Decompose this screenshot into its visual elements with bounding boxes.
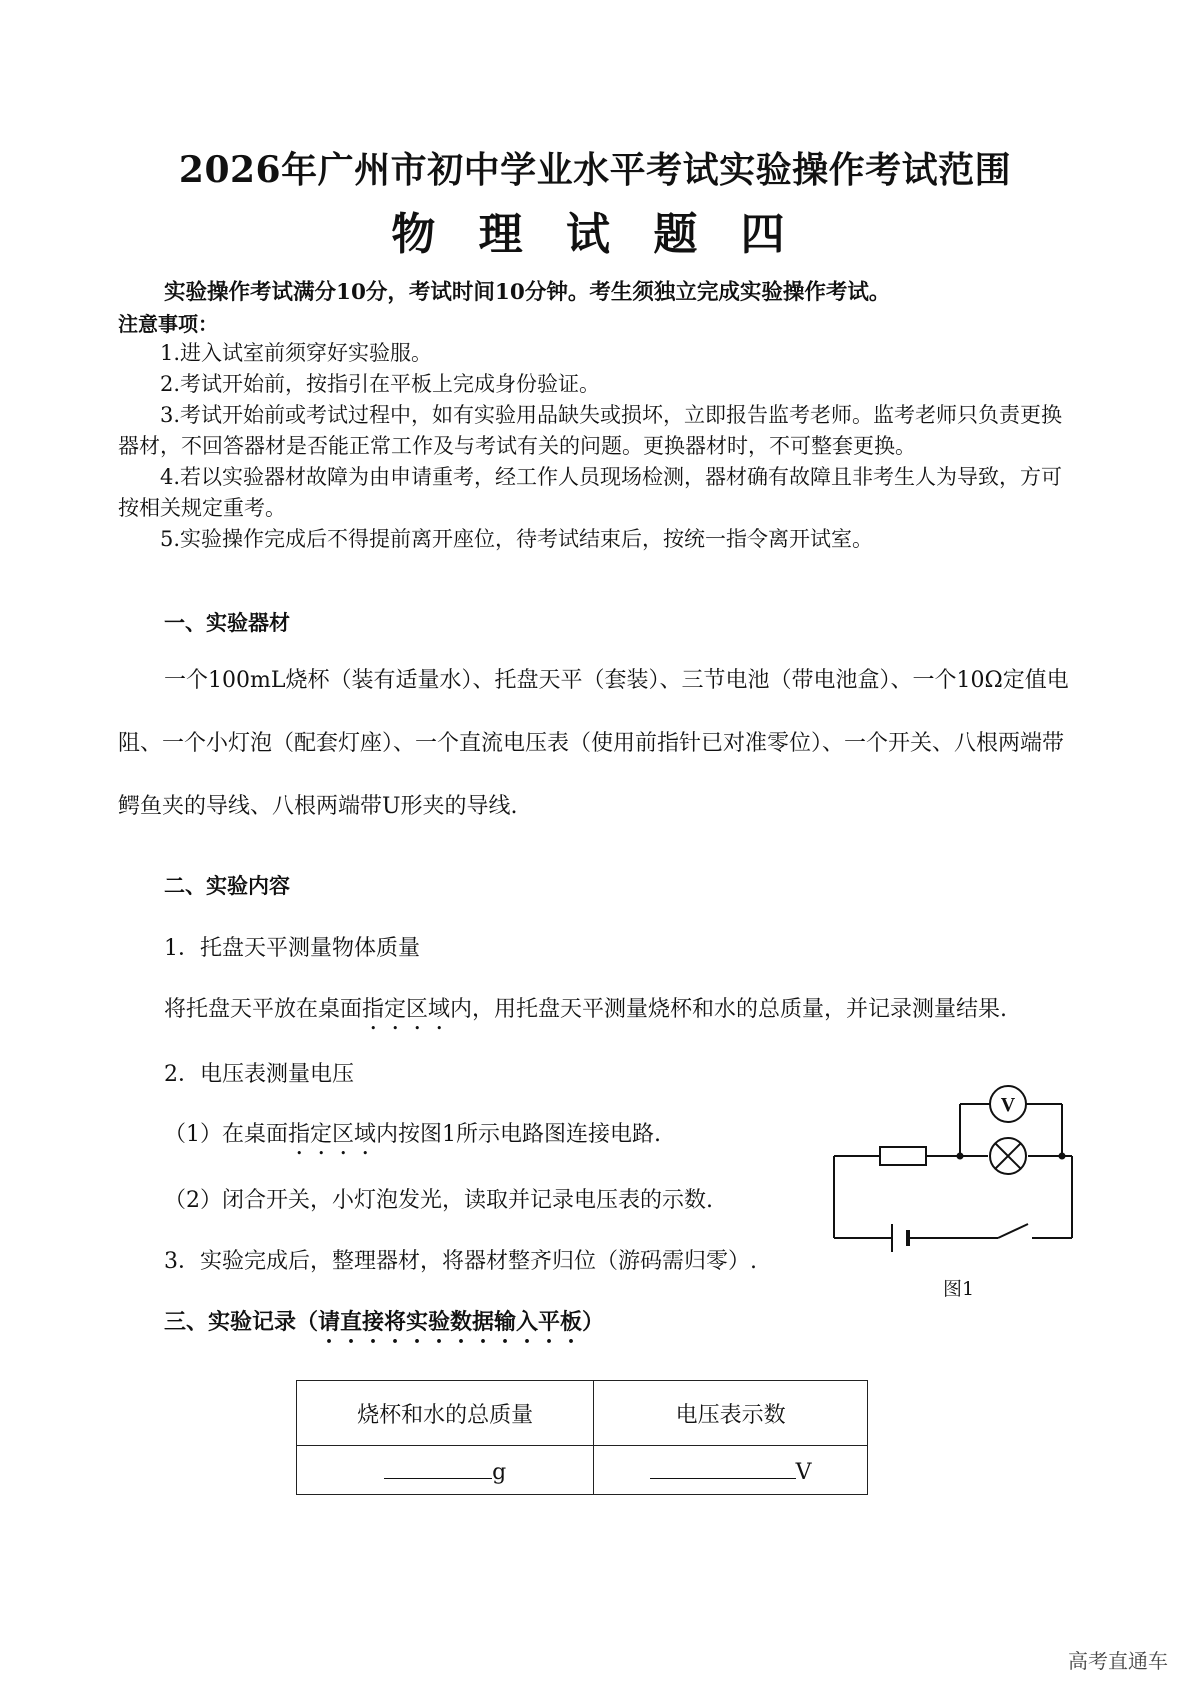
voltmeter-label: V	[1000, 1094, 1016, 1116]
voltage-answer-cell	[594, 1446, 868, 1495]
record-table	[296, 1380, 868, 1495]
battery-symbol	[892, 1224, 908, 1252]
section-2-heading: 二、实验内容	[164, 873, 290, 898]
notice-item-1: 1.进入试室前须穿好实验服。	[160, 341, 433, 365]
circuit-diagram	[820, 1078, 1090, 1268]
table-header-voltage: 电压表示数	[594, 1381, 868, 1446]
item-2-title: 2．电压表测量电压	[164, 1062, 354, 1087]
figure-caption: 图1	[943, 1278, 975, 1300]
notice-heading: 注意事项：	[118, 312, 218, 336]
table-header-mass: 烧杯和水的总质量	[297, 1381, 594, 1446]
item-1-text: 将托盘天平放在桌面指定区域内，用托盘天平测量烧杯和水的总质量，并记录测量结果.	[164, 997, 1008, 1022]
item-2-step-2: （2）闭合开关，小灯泡发光，读取并记录电压表的示数.	[164, 1188, 713, 1213]
resistor-symbol	[880, 1147, 926, 1165]
notice-item-5: 5.实验操作完成后不得提前离开座位，待考试结束后，按统一指令离开试室。	[160, 527, 874, 551]
item-3-text: 3．实验完成后，整理器材，将器材整齐归位（游码需归零）.	[164, 1249, 757, 1274]
notice-item-4: 4.若以实验器材故障为由申请重考，经工作人员现场检测，器材确有故障且非考生人为导致，方可按相关规定重考。	[118, 465, 1063, 520]
voltage-unit: V	[795, 1459, 812, 1485]
equipment-list: 一个100mL烧杯（装有适量水）、托盘天平（套装）、三节电池（带电池盒）、一个10Ω定值电阻、一个小灯泡（配套灯座）、一个直流电压表（使用前指针已对准零位）、一个开关、八根两端带鳄鱼夹的导线、八根两端带U形夹的导线.	[118, 668, 1069, 819]
notice-item-3: 3.考试开始前或考试过程中，如有实验用品缺失或损坏，立即报告监考老师。监考老师只负责更换器材，不回答器材是否能正常工作及与考试有关的问题。更换器材时，不可整套更换。	[118, 403, 1063, 458]
document-title: 2026年广州市初中学业水平考试实验操作考试范围	[178, 149, 1012, 191]
voltage-blank	[650, 1456, 796, 1479]
junction-dot	[1059, 1153, 1066, 1160]
section-3-heading: 三、实验记录（请直接将实验数据输入平板）	[164, 1309, 605, 1335]
emphasis-designated-area: 指定区域	[288, 1122, 377, 1147]
watermark: 高考直通车	[1068, 1649, 1168, 1673]
section-1-heading: 一、实验器材	[164, 610, 290, 635]
switch-symbol	[998, 1224, 1028, 1238]
voltmeter-symbol	[990, 1086, 1026, 1122]
table-header-row	[297, 1381, 868, 1446]
notice-list	[118, 338, 1078, 555]
mass-unit: g	[492, 1459, 507, 1485]
emphasis-designated-area: 指定区域	[362, 997, 451, 1022]
emphasis-input-tablet: 请直接将实验数据输入平板	[318, 1309, 583, 1335]
item-2-step-1: （1）在桌面指定区域内按图1所示电路图连接电路.	[164, 1122, 662, 1147]
table-value-row	[297, 1446, 868, 1495]
exam-intro: 实验操作考试满分10分，考试时间10分钟。考生须独立完成实验操作考试。	[164, 280, 891, 305]
item-1-title: 1．托盘天平测量物体质量	[164, 936, 420, 961]
mass-answer-cell	[297, 1446, 594, 1495]
lamp-symbol	[990, 1138, 1026, 1174]
junction-dot	[957, 1153, 964, 1160]
notice-item-2: 2.考试开始前，按指引在平板上完成身份验证。	[160, 372, 601, 396]
mass-blank	[384, 1456, 492, 1479]
document-subtitle: 物 理 试 题 四	[391, 209, 799, 260]
